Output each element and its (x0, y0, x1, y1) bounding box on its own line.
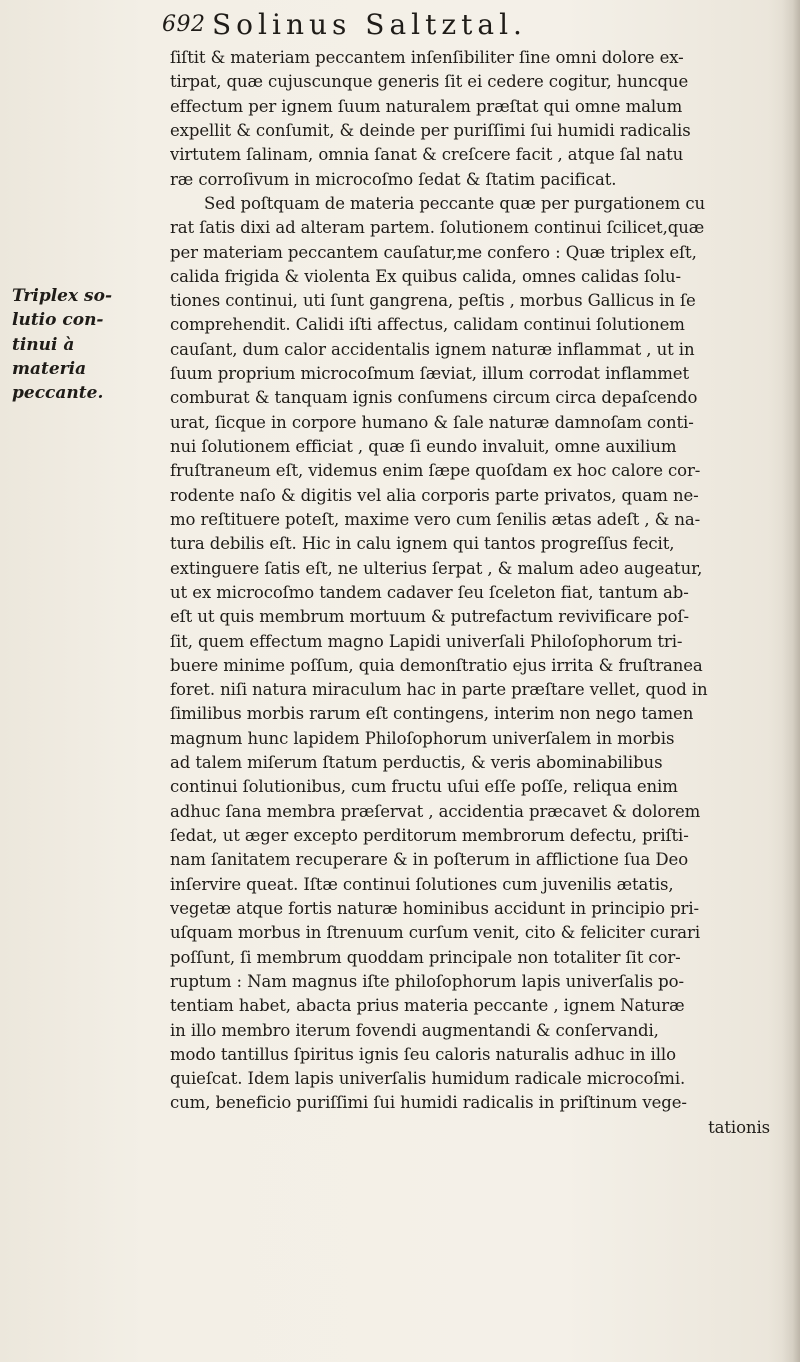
text-line: ſuum proprium microcoſmum ſæviat, illum corrodat inflammet (170, 364, 690, 384)
text-line: ſedat, ut æger excepto perditorum membrorum defectu, priſti- (170, 826, 689, 845)
margin-note-line: lutio con- (12, 310, 104, 331)
catchword: tationis (708, 1117, 770, 1137)
text-line: ſiſtit & materiam peccantem inſenſibiliter ſine omni dolore ex- (170, 48, 684, 67)
text-line: urat, ſicque in corpore humano & ſale naturæ damnoſam conti- (170, 412, 694, 432)
text-line: adhuc ſana membra præſervat , accidentia præcavet & dolorem (170, 801, 701, 821)
text-line: comburat & tanquam ignis conſumens circum circa depaſcendo (170, 388, 698, 408)
text-line: per materiam peccantem cauſatur,me confero : Quæ triplex eſt, (170, 242, 697, 262)
text-line: poſſunt, ſi membrum quoddam principale non totaliter ſit cor- (170, 947, 681, 967)
text-line: magnum hunc lapidem Philoſophorum univerſalem in morbis (170, 728, 675, 748)
text-line: vegetæ atque fortis naturæ hominibus accidunt in principio pri- (170, 898, 699, 918)
text-line: extinguere ſatis eſt, ne ulterius ſerpat , & malum adeo augeatur, (170, 558, 703, 578)
text-line: virtutem ſalinam, omnia ſanat & creſcere facit , atque ſal natu (170, 145, 684, 165)
text-line: modo tantillus ſpiritus ignis ſeu caloris naturalis adhuc in illo (170, 1044, 676, 1064)
text-line: nam ſanitatem recuperare & in poſterum in afflictione ſua Deo (170, 850, 689, 870)
text-line: nui ſolutionem efficiat , quæ ſi eundo invaluit, omne auxilium (170, 437, 677, 456)
text-line: comprehendit. Calidi iſti affectus, calidam continui ſolutionem (170, 315, 685, 335)
text-line: ſimilibus morbis rarum eſt contingens, interim non nego tamen (170, 704, 694, 724)
text-line: buere minime poſſum, quia demonſtratio ejus irrita & fruſtranea (170, 655, 703, 675)
text-line: tiones continui, uti ſunt gangrena, peſtis , morbus Gallicus in ſe (170, 291, 696, 311)
text-line: calida frigida & violenta Ex quibus calida, omnes calidas ſolu- (170, 266, 682, 286)
text-line: ad talem miſerum ſtatum perductis, & veris abominabilibus (170, 753, 663, 773)
text-line: mo reſtituere poteſt, maxime vero cum ſenilis ætas adeſt , & na- (170, 509, 701, 529)
page-header (162, 8, 772, 44)
text-line: uſquam morbus in ſtrenuum curſum venit, cito & feliciter curari (170, 923, 701, 943)
text-line: ruptum : Nam magnus iſte philoſophorum lapis univerſalis po- (170, 971, 684, 991)
text-line: in illo membro iterum fovendi augmentandi & conſervandi, (170, 1020, 659, 1040)
margin-note-line: peccante. (12, 383, 104, 404)
text-line: tirpat, quæ cujuscunque generis ſit ei cedere cogitur, huncque (170, 72, 689, 92)
text-line: cauſant, dum calor accidentalis ignem naturæ inflammat , ut in (170, 339, 695, 359)
text-line: ſit, quem effectum magno Lapidi univerſali Philoſophorum tri- (170, 631, 683, 651)
text-line: fruſtraneum eſt, videmus enim ſæpe quoſdam ex hoc calore cor- (170, 461, 701, 481)
page-edge-shadow (782, 0, 800, 1362)
text-line: rat ſatis dixi ad alteram partem. ſolutionem continui ſcilicet,quæ (170, 218, 705, 238)
text-line: ut ex microcoſmo tandem cadaver ſeu ſceleton fiat, tantum ab- (170, 582, 689, 602)
text-line: ræ corroſivum in microcoſmo ſedat & ſtatim pacificat. (170, 169, 617, 189)
text-line: eſt ut quis membrum mortuum & putrefactum revivificare poſ- (170, 607, 689, 627)
text-line: inſervire queat. Iſtæ continui ſolutiones cum juvenilis ætatis, (170, 874, 674, 894)
margin-note-line: materia (12, 358, 87, 379)
margin-note-line: tinui à (12, 334, 75, 355)
text-line: tentiam habet, abacta prius materia peccante , ignem Naturæ (170, 996, 685, 1016)
margin-note (12, 284, 167, 406)
text-line: cum, beneficio puriſſimi ſui humidi radicalis in priſtinum vege- (170, 1093, 687, 1113)
text-line: Sed poſtquam de materia peccante quæ per purgationem cu (204, 193, 706, 213)
page-number: 692 (162, 12, 206, 37)
text-line: tura debilis eſt. Hic in calu ignem qui tantos progreſſus fecit, (170, 534, 675, 554)
running-head: Solinus Saltztal. (212, 8, 527, 41)
margin-note-line: Triplex so- (12, 286, 113, 306)
body-text (170, 46, 774, 1140)
text-line: expellit & conſumit, & deinde per puriſſimi ſui humidi radicalis (170, 120, 691, 140)
text-line: quieſcat. Idem lapis univerſalis humidum radicale microcoſmi. (170, 1069, 686, 1089)
text-line: foret. niſi natura miraculum hac in parte præſtare vellet, quod in (170, 680, 708, 700)
text-line: effectum per ignem ſuum naturalem præſtat qui omne malum (170, 96, 683, 116)
text-line: rodente naſo & digitis vel alia corporis parte privatos, quam ne- (170, 485, 699, 505)
text-line: continui ſolutionibus, cum fructu uſui eſſe poſſe, reliqua enim (170, 777, 678, 797)
